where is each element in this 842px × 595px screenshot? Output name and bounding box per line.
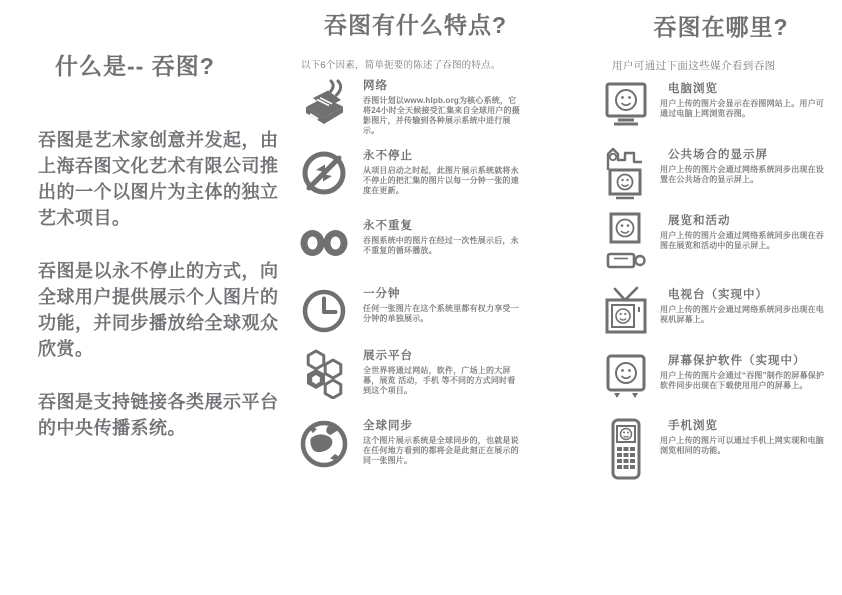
feature-text: 任何一张图片在这个系统里都有权力享受一分钟的单独展示。 [363,304,519,323]
feature-item-never-repeat [293,217,520,269]
fax-network-icon [293,77,355,129]
feature-text: 从项目启动之时起，此图片展示系统就将永不停止的把汇集的图片以每一分钟一张的速度在更新。 [363,166,519,195]
clock-icon [293,285,355,337]
feature-item-global-sync [293,417,520,471]
media-text: 用户上传的图片会通过网络系统同步出现在电视机屏幕上。 [660,305,824,324]
feature-title: 全球同步 [363,420,413,432]
media-title: 手机浏览 [668,420,718,432]
media-title: 展览和活动 [668,215,731,227]
intro-column [38,45,293,585]
never-stop-icon [293,147,355,199]
feature-title: 永不重复 [363,220,413,232]
hexagons-icon [293,347,355,399]
media-title: 电视台（实现中） [668,289,768,301]
feature-text: 吞图系统中的图片在经过一次性展示后，永不重复的循环播放。 [363,236,519,255]
mobile-phone-icon [600,417,652,483]
city-screen-icon [600,146,652,202]
tv-icon [600,286,652,342]
media-title: 屏幕保护软件（实现中） [668,355,806,367]
media-item-public-screen [600,146,827,202]
feature-item-platforms [293,347,520,399]
media-item-screensaver [600,352,827,402]
media-title: 公共场合的显示屏 [668,149,768,161]
media-text: 用户上传的图片会通过网络系统同步出现在吞图在展览和活动中的显示屏上。 [660,231,824,250]
feature-title: 一分钟 [363,288,401,300]
media-column [600,0,842,540]
feature-title: 永不停止 [363,150,413,162]
globe-icon [293,417,355,471]
media-title: 电脑浏览 [668,83,718,95]
infinity-icon [293,217,355,269]
computer-monitor-icon [600,80,652,130]
feature-item-network [293,77,520,136]
intro-paragraph: 吞图是艺术家创意并发起，由上海吞图文化艺术有限公司推出的一个以图片为主体的独立艺术项目。 [38,130,279,228]
page-title-what-is: 什么是-- 吞图? [55,53,215,79]
screensaver-icon [600,352,652,402]
intro-paragraph: 吞图是以永不停止的方式，向全球用户提供展示个人图片的功能，并同步播放给全球观众欣赏。 [38,261,279,359]
media-text: 用户上传的图片会通过“吞图”制作的屏幕保护软件同步出现在下载使用用户的屏幕上。 [660,371,825,390]
section-title-where: 吞图在哪里? [653,14,789,40]
feature-title: 展示平台 [363,350,413,362]
exhibition-projector-icon [600,212,652,276]
feature-item-never-stop [293,147,520,199]
media-text: 用户上传的图片会通过网络系统同步出现在设置在公共场合的显示屏上。 [660,165,824,184]
feature-text: 这个图片展示系统是全球同步的，也就是说在任何地方看到的都将会是此刻正在展示的同一张图片。 [363,436,519,465]
media-item-computer [600,80,827,130]
intro-paragraph: 吞图是支持链接各类展示平台的中央传播系统。 [38,392,279,438]
feature-item-one-minute [293,285,520,337]
features-subtitle: 以下6个因素，简单扼要的陈述了吞图的特点。 [301,60,501,71]
media-text: 用户上传的图片会显示在吞图网站上。用户可通过电脑上网浏览吞图。 [660,99,824,118]
media-text: 用户上传的图片可以通过手机上网实现和电脑浏览相同的功能。 [660,436,824,455]
features-column [293,0,538,540]
media-item-exhibition [600,212,827,276]
media-item-tv [600,286,827,342]
feature-text: 吞图计划以www.hlpb.org为核心系统，它将24小时全天候接受汇集来自全球用户的摄影图片，并传输到各种展示系统中进行展示。 [363,96,520,135]
section-title-features: 吞图有什么特点? [323,12,508,38]
intro-paragraphs [38,127,293,468]
media-subtitle: 用户可通过下面这些媒介看到吞图 [612,60,776,72]
feature-text: 全世界将通过网站，软件，广场上的大屏幕，展览 活动，手机 等不同的方式同时看到这个项目。 [363,366,516,395]
media-item-mobile [600,417,827,483]
feature-title: 网络 [363,80,388,92]
